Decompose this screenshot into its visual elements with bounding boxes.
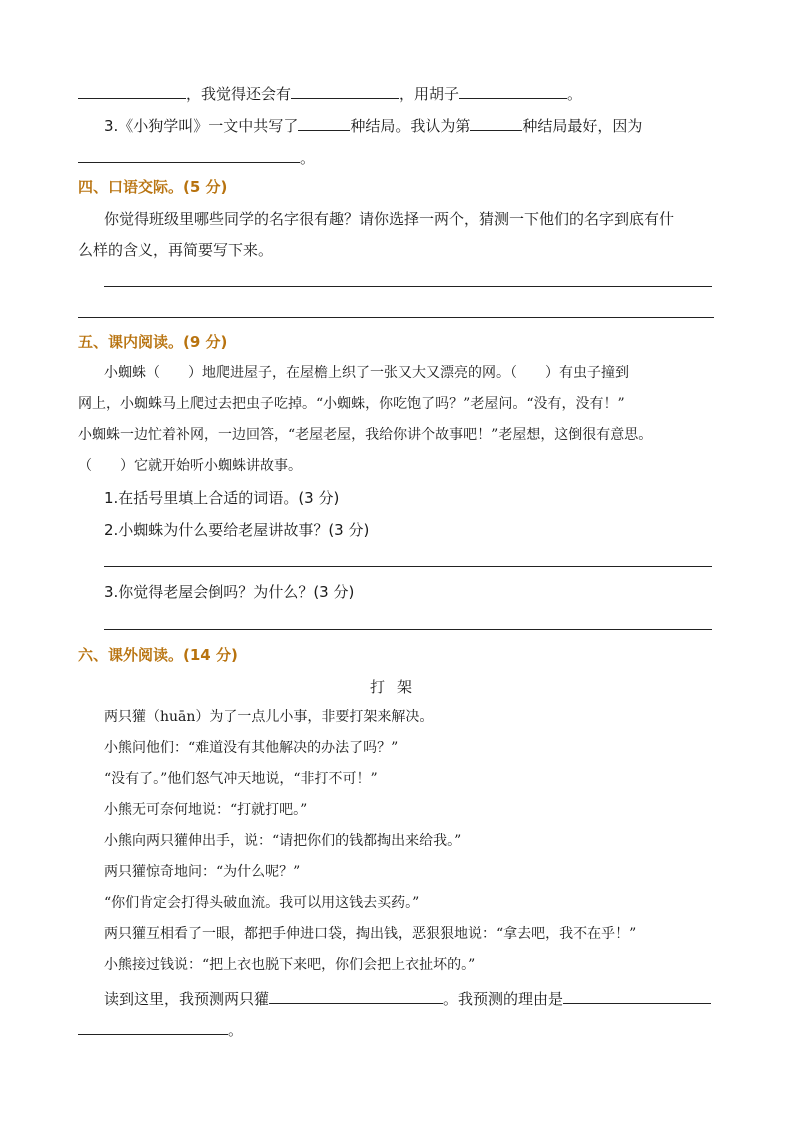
answer-blank[interactable] xyxy=(298,114,350,131)
answer-blank[interactable] xyxy=(470,114,522,131)
sec4-paragraph: 么样的含义，再简要写下来。 xyxy=(78,241,274,259)
answer-blank[interactable] xyxy=(269,987,443,1004)
sec3-fill-line-1: ，我觉得还会有 ，用胡子 。 xyxy=(78,82,582,104)
story-line: 小熊接过钱说：“把上衣也脱下来吧，你们会把上衣扯坏的。” xyxy=(104,957,476,973)
answer-blank[interactable] xyxy=(459,82,567,99)
prediction-answer: 。 xyxy=(78,1018,243,1040)
reading-passage-line: 小蜘蛛一边忙着补网，一边回答，“老屋老屋，我给你讲个故事吧！”老屋想，这倒很有意思。 xyxy=(78,427,653,443)
sec5-question-2: 2.小蜘蛛为什么要给老屋讲故事？(3 分) xyxy=(104,521,370,539)
story-line: “你们肯定会打得头破血流。我可以用这钱去买药。” xyxy=(104,895,420,911)
reading-passage-line: 小蜘蛛（ ）地爬进屋子，在屋檐上织了一张又大又漂亮的网。（ ）有虫子撞到 xyxy=(104,365,629,381)
sec3-question-3: 3.《小狗学叫》一文中共写了 种结局。我认为第 种结局最好，因为 xyxy=(104,114,642,136)
answer-line[interactable] xyxy=(78,317,714,318)
answer-blank[interactable] xyxy=(78,82,186,99)
reading-passage-line: （ ）它就开始听小蜘蛛讲故事。 xyxy=(78,458,302,474)
sec4-paragraph: 你觉得班级里哪些同学的名字很有趣？请你选择一两个，猜测一下他们的名字到底有什 xyxy=(104,210,675,228)
prediction-question: 读到这里，我预测两只獾 。我预测的理由是 xyxy=(104,987,711,1009)
sec3-question-3-answer: 。 xyxy=(78,146,315,168)
section-6-heading: 六、课外阅读。(14 分) xyxy=(78,646,238,664)
story-line: 小熊向两只獾伸出手，说：“请把你们的钱都掏出来给我。” xyxy=(104,833,462,849)
story-line: “没有了。”他们怒气冲天地说，“非打不可！” xyxy=(104,771,378,787)
answer-line[interactable] xyxy=(104,566,712,567)
answer-blank[interactable] xyxy=(78,146,300,163)
answer-line[interactable] xyxy=(104,286,712,287)
answer-blank[interactable] xyxy=(563,987,711,1004)
sec5-question-1: 1.在括号里填上合适的词语。(3 分) xyxy=(104,489,340,507)
story-line: 两只獾互相看了一眼，都把手伸进口袋，掏出钱，恶狠狠地说：“拿去吧，我不在乎！” xyxy=(104,926,637,942)
answer-blank[interactable] xyxy=(291,82,399,99)
story-line: 小熊问他们：“难道没有其他解决的办法了吗？” xyxy=(104,740,399,756)
section-4-heading: 四、口语交际。(5 分) xyxy=(78,178,228,196)
story-line: 小熊无可奈何地说：“打就打吧。” xyxy=(104,802,308,818)
story-line: 两只獾惊奇地问：“为什么呢？” xyxy=(104,864,301,880)
reading-passage-line: 网上，小蜘蛛马上爬过去把虫子吃掉。“小蜘蛛，你吃饱了吗？”老屋问。“没有，没有！” xyxy=(78,396,625,412)
sec5-question-3: 3.你觉得老屋会倒吗？为什么？(3 分) xyxy=(104,583,355,601)
answer-blank[interactable] xyxy=(78,1018,228,1035)
section-5-heading: 五、课内阅读。(9 分) xyxy=(78,333,228,351)
answer-line[interactable] xyxy=(104,629,712,630)
story-title: 打架 xyxy=(369,678,424,696)
story-line: 两只獾（huān）为了一点儿小事，非要打架来解决。 xyxy=(104,709,434,725)
